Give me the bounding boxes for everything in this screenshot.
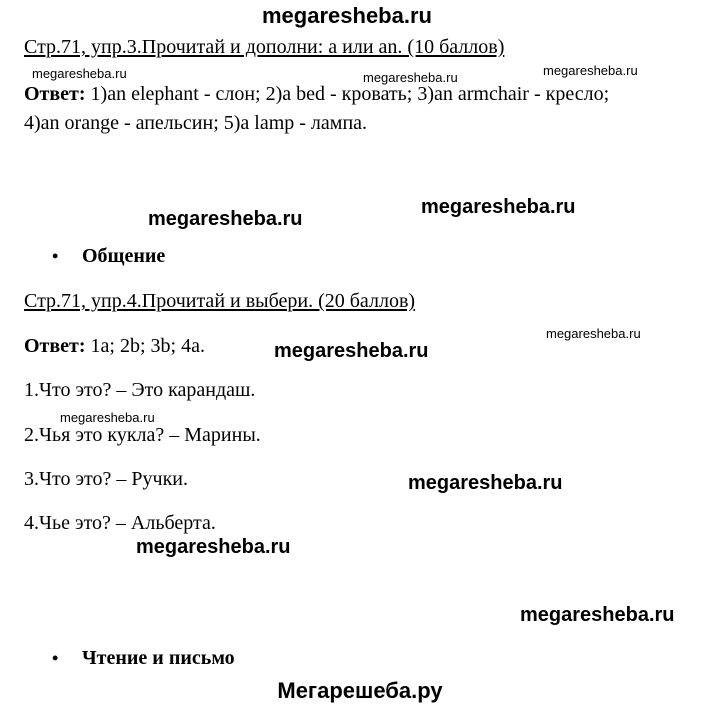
footer-brand: Мегарешеба.ру <box>277 678 443 703</box>
task3-answer-line1 <box>24 84 609 104</box>
watermark-mid-1: megaresheba.ru <box>148 208 303 230</box>
bullet-icon: • <box>52 648 59 668</box>
task4-item-3: 3.Что это? – Ручки. <box>24 468 189 490</box>
watermark-mid-2: megaresheba.ru <box>421 196 576 218</box>
task3-answer-text: 1)an elephant - слон; 2)a bed - кровать; 3)an armchair - кресло; <box>85 83 610 105</box>
watermark-small-3: megaresheba.ru <box>543 63 638 78</box>
watermark-mid-3: megaresheba.ru <box>274 340 429 362</box>
watermark-small-1: megaresheba.ru <box>32 66 127 81</box>
watermark-small-4: megaresheba.ru <box>546 326 641 341</box>
task4-heading: Стр.71, упр.4.Прочитай и выбери. (20 баллов) <box>24 290 416 312</box>
watermark-mid-4: megaresheba.ru <box>408 472 563 494</box>
watermark-mid-5: megaresheba.ru <box>136 536 291 558</box>
section-communication-title: Общение <box>82 245 166 267</box>
task4-answer <box>24 336 205 356</box>
task4-item-1: 1.Что это? – Это карандаш. <box>24 379 256 401</box>
task3-heading: Стр.71, упр.3.Прочитай и дополни: a или an. (10 баллов) <box>24 36 505 58</box>
watermark-small-2: megaresheba.ru <box>363 70 458 85</box>
bullet-icon: • <box>52 246 59 266</box>
section-communication <box>52 246 165 266</box>
watermark-mid-6: megaresheba.ru <box>520 604 675 626</box>
task4-answer-text: 1a; 2b; 3b; 4a. <box>85 335 205 357</box>
task4-item-4: 4.Чье это? – Альберта. <box>24 512 216 534</box>
watermark-top: megaresheba.ru <box>262 3 432 28</box>
section-reading-writing-title: Чтение и письмо <box>82 647 235 669</box>
section-reading-writing <box>52 648 235 668</box>
answer-label: Ответ: <box>24 83 86 105</box>
watermark-small-5: megaresheba.ru <box>60 410 155 425</box>
task4-item-2: 2.Чья это кукла? – Марины. <box>24 424 261 446</box>
answer-label: Ответ: <box>24 335 86 357</box>
task3-answer-line2: 4)an orange - апельсин; 5)a lamp - лампа. <box>24 112 368 134</box>
